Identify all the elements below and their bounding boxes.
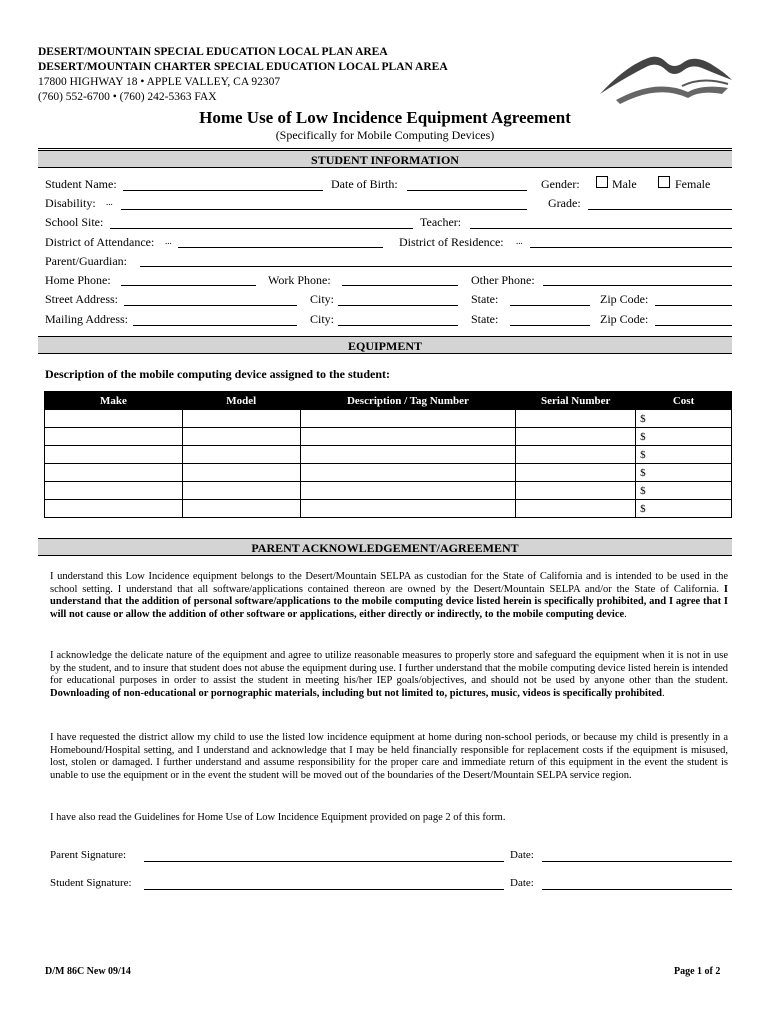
student-date-label: Date: (510, 877, 534, 889)
mailing-zip-field[interactable] (655, 325, 732, 326)
home-phone-field[interactable] (121, 285, 256, 286)
district-attendance-field[interactable] (178, 247, 383, 248)
parent-signature-field[interactable] (144, 861, 504, 862)
school-site-field[interactable] (110, 228, 413, 229)
form-id: D/M 86C New 09/14 (45, 966, 131, 977)
model-cell[interactable] (182, 428, 300, 446)
student-signature-field[interactable] (144, 889, 504, 890)
female-checkbox[interactable] (658, 176, 670, 188)
disability-field[interactable] (121, 209, 527, 210)
dob-field[interactable] (407, 190, 527, 191)
teacher-label: Teacher: (420, 215, 462, 229)
home-phone-label: Home Phone: (45, 273, 111, 287)
mailing-state-label: State: (471, 312, 499, 326)
make-cell[interactable] (45, 464, 183, 482)
agreement-heading: PARENT ACKNOWLEDGEMENT/AGREEMENT (38, 538, 732, 556)
cost-cell[interactable]: $ (636, 464, 732, 482)
male-checkbox[interactable] (596, 176, 608, 188)
cost-cell[interactable]: $ (636, 428, 732, 446)
make-cell[interactable] (45, 446, 183, 464)
model-cell[interactable] (182, 500, 300, 518)
dob-label: Date of Birth: (331, 177, 398, 191)
disability-label: Disability: (45, 196, 96, 210)
column-header-cost: Cost (636, 392, 732, 410)
model-cell[interactable] (182, 410, 300, 428)
table-row (45, 428, 732, 446)
make-cell[interactable] (45, 500, 183, 518)
parent-guardian-label: Parent/Guardian: (45, 254, 127, 268)
column-header-make: Make (45, 392, 183, 410)
serial-cell[interactable] (516, 428, 636, 446)
table-row (45, 464, 732, 482)
cost-cell[interactable]: $ (636, 410, 732, 428)
mailing-state-field[interactable] (510, 325, 590, 326)
street-zip-label: Zip Code: (600, 292, 649, 306)
description-cell[interactable] (300, 410, 516, 428)
street-address-label: Street Address: (45, 292, 118, 306)
grade-label: Grade: (548, 196, 581, 210)
male-label: Male (612, 177, 637, 191)
district-attendance-ellipsis: ... (165, 236, 172, 246)
serial-cell[interactable] (516, 410, 636, 428)
mailing-city-label: City: (310, 312, 335, 326)
column-header-model: Model (182, 392, 300, 410)
mailing-address-label: Mailing Address: (45, 312, 128, 326)
parent-signature-label: Parent Signature: (50, 849, 127, 861)
cost-cell[interactable]: $ (636, 482, 732, 500)
org-phone: (760) 552-6700 • (760) 242-5363 FAX (38, 91, 217, 103)
page-number: Page 1 of 2 (674, 966, 721, 977)
mountains-book-logo-icon (596, 48, 736, 106)
school-site-label: School Site: (45, 215, 104, 229)
cost-cell[interactable]: $ (636, 446, 732, 464)
table-row (45, 446, 732, 464)
mailing-zip-label: Zip Code: (600, 312, 649, 326)
org-line-2: DESERT/MOUNTAIN CHARTER SPECIAL EDUCATION LOCAL PLAN AREA (38, 61, 448, 73)
parent-guardian-field[interactable] (140, 266, 732, 267)
work-phone-field[interactable] (342, 285, 458, 286)
mailing-address-field[interactable] (133, 325, 297, 326)
table-row (45, 500, 732, 518)
form-subtitle: (Specifically for Mobile Computing Devices) (275, 128, 495, 142)
street-zip-field[interactable] (655, 305, 732, 306)
agreement-paragraph-1 (50, 571, 728, 621)
table-row (45, 410, 732, 428)
equipment-description: Description of the mobile computing device assigned to the student: (45, 367, 390, 381)
other-phone-field[interactable] (543, 285, 732, 286)
teacher-field[interactable] (470, 228, 732, 229)
p2-text: I acknowledge the delicate nature of the equipment and agree to utilize reasonable measures to properly store and safeguard the equipment when it is not in use by the student, and to insure that student does not abuse the equipment during use. I further understand that the mobile computing device listed herein is intended for educational purposes in order to assist the student in meeting his/her IEP goals/objectives, and should not be used by anyone other than the student. (50, 650, 728, 686)
p1-bold-text: I understand that the addition of personal software/applications to the mobile computing device listed herein is specifically prohibited, and I agree that I will not cause or allow the addition of other software or applications, either directly or indirectly, to the mobile computing device (50, 583, 728, 620)
make-cell[interactable] (45, 410, 183, 428)
disability-ellipsis: ... (106, 197, 113, 207)
org-line-1: DESERT/MOUNTAIN SPECIAL EDUCATION LOCAL PLAN AREA (38, 46, 388, 58)
work-phone-label: Work Phone: (268, 273, 331, 287)
mailing-city-field[interactable] (338, 325, 458, 326)
street-address-field[interactable] (124, 305, 297, 306)
org-address: 17800 HIGHWAY 18 • APPLE VALLEY, CA 92307 (38, 76, 281, 88)
district-attendance-label: District of Attendance: (45, 235, 155, 249)
other-phone-label: Other Phone: (471, 273, 535, 287)
agreement-paragraph-2 (50, 650, 728, 700)
female-label: Female (675, 177, 711, 191)
p2-bold-text: Downloading of non-educational or pornographic materials, including but not limited to, pictures, music, videos is specifically prohibited (50, 687, 662, 699)
cost-cell[interactable]: $ (636, 500, 732, 518)
street-city-label: City: (310, 292, 335, 306)
district-residence-label: District of Residence: (399, 235, 504, 249)
agreement-paragraph-4: I have also read the Guidelines for Home Use of Low Incidence Equipment provided on page 2 of this form. (50, 812, 506, 823)
p1-end: . (624, 608, 627, 620)
description-cell[interactable] (300, 500, 516, 518)
column-header-description: Description / Tag Number (300, 392, 516, 410)
student-name-label: Student Name: (45, 177, 117, 191)
street-state-label: State: (471, 292, 499, 306)
p1-text: I understand this Low Incidence equipment belongs to the Desert/Mountain SELPA as custodian for the State of California and is intended to be used in the school setting. I understand that all software/applications contained thereon are owned by the Desert/Mountain SELPA and/or the State of California. (50, 571, 728, 595)
gender-label: Gender: (541, 177, 580, 191)
street-state-field[interactable] (510, 305, 590, 306)
district-residence-ellipsis: ... (516, 236, 523, 246)
description-cell[interactable] (300, 428, 516, 446)
equipment-table (44, 391, 732, 518)
equipment-heading: EQUIPMENT (38, 336, 732, 354)
p2-end: . (661, 687, 665, 699)
student-info-heading: STUDENT INFORMATION (38, 150, 732, 168)
make-cell[interactable] (45, 428, 183, 446)
serial-cell[interactable] (516, 482, 636, 500)
model-cell[interactable] (182, 482, 300, 500)
agreement-paragraph-3: I have requested the district allow my child to use the listed low incidence equipment at home during non-school periods, or because my child is presently in a Homebound/Hospital setting, and I understand and acknowledge that I may be held financially responsible for replacement costs if the equipment is misused, lost, stolen or damaged. I further understand and assume responsibility for the proper care and immediate return of this equipment in the event the student is unable to use the equipment or in the event the student will be moved out of the boundaries of the Desert/Mountain SELPA service region. (50, 732, 728, 781)
description-cell[interactable] (300, 446, 516, 464)
make-cell[interactable] (45, 482, 183, 500)
street-city-field[interactable] (338, 305, 458, 306)
table-row (45, 482, 732, 500)
parent-date-label: Date: (510, 849, 534, 861)
divider (38, 148, 732, 149)
description-cell[interactable] (300, 464, 516, 482)
student-date-field[interactable] (542, 889, 732, 890)
parent-date-field[interactable] (542, 861, 732, 862)
model-cell[interactable] (182, 464, 300, 482)
serial-cell[interactable] (516, 500, 636, 518)
serial-cell[interactable] (516, 464, 636, 482)
form-title: Home Use of Low Incidence Equipment Agreement (199, 108, 571, 127)
student-name-field[interactable] (123, 190, 323, 191)
model-cell[interactable] (182, 446, 300, 464)
student-signature-label: Student Signature: (50, 877, 132, 889)
description-cell[interactable] (300, 482, 516, 500)
grade-field[interactable] (588, 209, 732, 210)
serial-cell[interactable] (516, 446, 636, 464)
column-header-serial: Serial Number (516, 392, 636, 410)
district-residence-field[interactable] (530, 247, 732, 248)
